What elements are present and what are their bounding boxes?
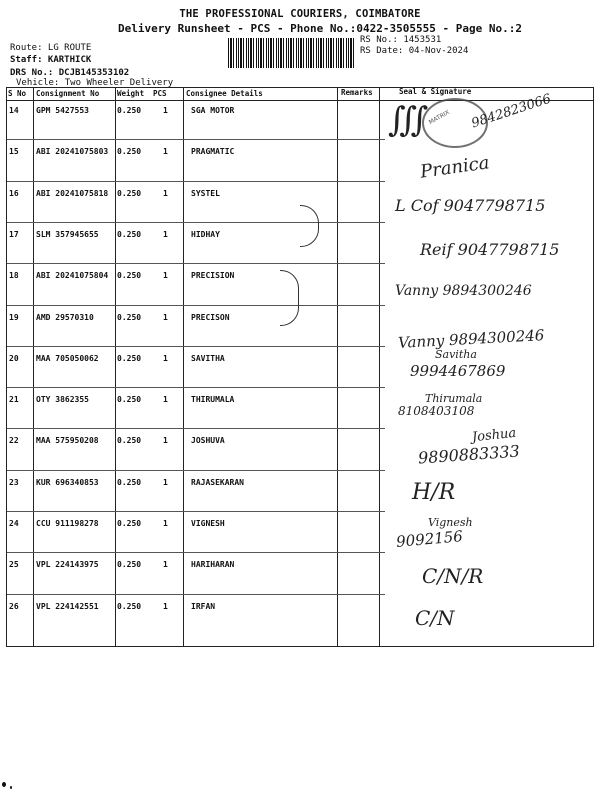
row-consignment-no: AMD 29570310	[36, 312, 94, 322]
row-consignment-no: KUR 696340853	[36, 477, 99, 487]
row-weight: 0.250	[117, 519, 142, 528]
row-weight: 0.250	[117, 188, 142, 198]
signature-20-phone: 9994467869	[410, 362, 506, 380]
row-consignment-no: MAA 575950208	[36, 436, 99, 446]
row-consignment-no: MAA 705050062	[36, 353, 99, 363]
row-pcs: 1	[163, 271, 168, 281]
row-weight: 0.250	[117, 436, 142, 446]
row-pcs: 1	[163, 477, 168, 487]
row-sno: 24	[9, 519, 19, 528]
company-title: THE PROFESSIONAL COURIERS, COIMBATORE	[179, 8, 421, 20]
row-consignment-no: SLM 357945655	[36, 229, 99, 239]
row-pcs: 1	[163, 312, 168, 322]
row-weight: 0.250	[117, 560, 142, 570]
runsheet-subtitle: Delivery Runsheet - PCS - Phone No.:0422-3505555 - Page No.:2	[118, 22, 522, 35]
row-pcs: 1	[163, 147, 168, 157]
signature-23: H/R	[412, 480, 456, 505]
row-divider	[7, 552, 385, 553]
row-divider	[7, 139, 385, 140]
row-weight: 0.250	[117, 106, 142, 115]
runsheet-table	[6, 87, 594, 647]
row-pcs: 1	[163, 229, 168, 239]
row-consignee: THIRUMALA	[191, 395, 235, 405]
col-sno: S No	[8, 89, 27, 98]
signature-22-name: Joshua	[471, 425, 517, 446]
row-weight: 0.250	[117, 271, 142, 281]
row-pcs: 1	[163, 395, 168, 405]
route-label: Route: LG ROUTE	[10, 43, 92, 53]
col-consignment: Consignment No	[36, 89, 100, 98]
row-divider	[7, 428, 385, 429]
row-pcs: 1	[163, 560, 168, 570]
row-pcs: 1	[163, 353, 168, 363]
row-divider	[7, 470, 385, 471]
row-sno: 16	[9, 188, 19, 198]
row-sno: 26	[9, 601, 19, 611]
row-sno: 15	[9, 147, 19, 157]
row-divider	[7, 511, 385, 512]
row-sno: 21	[9, 395, 19, 405]
scan-speck	[10, 786, 12, 789]
row-sno: 14	[9, 106, 19, 115]
row-consignee: HARIHARAN	[191, 560, 235, 570]
row-sno: 23	[9, 477, 19, 487]
row-consignee: PRECISION	[191, 271, 235, 281]
row-consignee: SAVITHA	[191, 353, 225, 363]
seal-stamp: MATRIX	[422, 98, 488, 148]
row-sno: 19	[9, 312, 19, 322]
row-weight: 0.250	[117, 601, 142, 611]
row-consignment-no: GPM 5427553	[36, 106, 89, 115]
signature-24-phone: 9092156	[395, 527, 464, 551]
row-sno: 20	[9, 353, 19, 363]
row-consignee: RAJASEKARAN	[191, 477, 244, 487]
signature-squiggle-14: ∭	[388, 100, 429, 140]
row-weight: 0.250	[117, 147, 142, 157]
row-weight: 0.250	[117, 353, 142, 363]
row-divider	[7, 305, 385, 306]
signature-22-phone: 9890883333	[417, 441, 521, 468]
scan-speck	[2, 782, 6, 787]
vehicle-label: Vehicle: Two Wheeler Delivery	[16, 78, 174, 88]
row-consignee: JOSHUVA	[191, 436, 225, 446]
row-sno: 25	[9, 560, 19, 570]
row-divider	[7, 181, 385, 182]
col-consignee: Consignee Details	[186, 89, 263, 98]
drs-number: DRS No.: DCJB145353102	[10, 68, 130, 78]
signature-26: C/N	[415, 606, 455, 630]
col-remarks: Remarks	[341, 88, 373, 97]
col-pcs: PCS	[153, 89, 167, 98]
rs-date: RS Date: 04-Nov-2024	[360, 46, 469, 56]
signature-17: Reif 9047798715	[420, 240, 560, 259]
signature-25: C/N/R	[422, 564, 484, 588]
row-weight: 0.250	[117, 229, 142, 239]
row-consignment-no: VPL 224142551	[36, 601, 99, 611]
row-consignee: PRAGMATIC	[191, 147, 235, 157]
pen-mark-18	[280, 270, 299, 326]
row-pcs: 1	[163, 519, 168, 528]
signature-24-name: Vignesh	[428, 516, 473, 529]
row-divider	[7, 387, 385, 388]
row-sno: 18	[9, 271, 19, 281]
row-consignee: SYSTEL	[191, 188, 220, 198]
staff-label: Staff: KARTHICK	[10, 55, 92, 65]
row-pcs: 1	[163, 106, 168, 115]
col-weight: Weight	[117, 89, 145, 98]
row-weight: 0.250	[117, 477, 142, 487]
row-consignee: VIGNESH	[191, 519, 225, 528]
row-weight: 0.250	[117, 312, 142, 322]
row-consignment-no: ABI 20241075804	[36, 271, 109, 281]
signature-16: L Cof 9047798715	[395, 196, 546, 215]
signature-20-name: Savitha	[435, 348, 477, 361]
signature-21-name: Thirumala	[425, 392, 483, 405]
row-consignee: SGA MOTOR	[191, 106, 235, 115]
row-divider	[7, 594, 385, 595]
row-sno: 22	[9, 436, 19, 446]
signature-19: Vanny 9894300246	[397, 326, 545, 352]
barcode-image	[228, 38, 354, 68]
signature-21-phone: 8108403108	[398, 404, 475, 418]
row-consignment-no: ABI 20241075818	[36, 188, 109, 198]
col-seal-signature: Seal & Signature	[399, 87, 472, 96]
row-divider	[7, 346, 385, 347]
row-consignment-no: ABI 20241075803	[36, 147, 109, 157]
row-consignment-no: VPL 224143975	[36, 560, 99, 570]
row-weight: 0.250	[117, 395, 142, 405]
row-pcs: 1	[163, 188, 168, 198]
row-pcs: 1	[163, 601, 168, 611]
row-consignee: HIDHAY	[191, 229, 220, 239]
row-consignment-no: OTY 3862355	[36, 395, 89, 405]
signature-14: 9842823066	[469, 91, 554, 132]
row-consignee: IRFAN	[191, 601, 216, 611]
rs-number: RS No.: 1453531	[360, 35, 442, 45]
row-divider	[7, 222, 385, 223]
signature-18: Vanny 9894300246	[395, 283, 532, 299]
signature-15: Pranica	[418, 152, 491, 183]
row-pcs: 1	[163, 436, 168, 446]
row-divider	[7, 263, 385, 264]
row-consignment-no: CCU 911198278	[36, 519, 99, 528]
row-sno: 17	[9, 229, 19, 239]
row-consignee: PRECISON	[191, 312, 230, 322]
